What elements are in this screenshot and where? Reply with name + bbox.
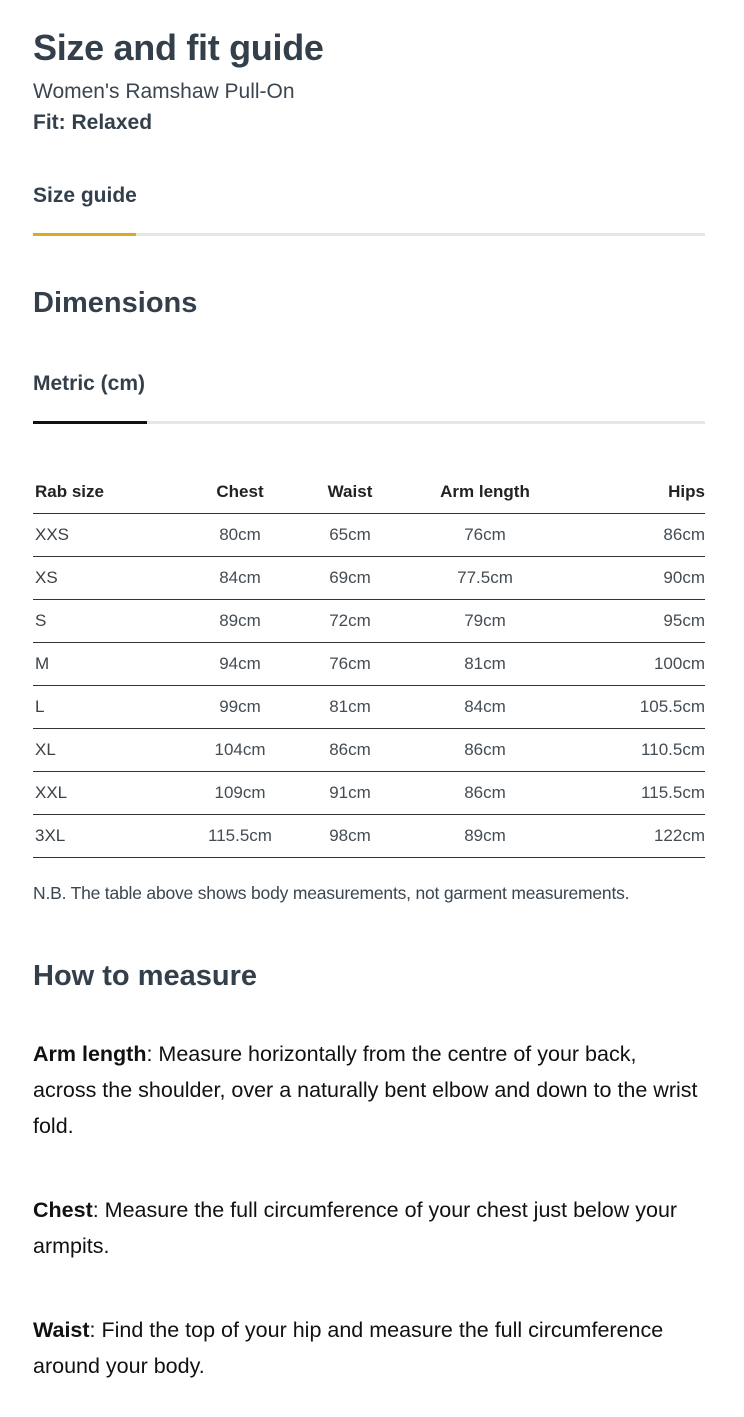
cell-arm-length: 89cm (405, 815, 565, 858)
cell-hips: 105.5cm (565, 686, 705, 729)
tab-active-indicator (33, 421, 147, 424)
cell-chest: 94cm (185, 643, 295, 686)
table-row (33, 643, 705, 686)
cell-waist: 81cm (295, 686, 405, 729)
cell-size: XS (33, 557, 185, 600)
cell-waist: 76cm (295, 643, 405, 686)
column-header-waist: Waist (295, 471, 405, 514)
cell-chest: 80cm (185, 514, 295, 557)
cell-size: M (33, 643, 185, 686)
cell-arm-length: 81cm (405, 643, 565, 686)
tab-size-guide[interactable]: Size guide (33, 184, 137, 207)
cell-waist: 86cm (295, 729, 405, 772)
cell-hips: 95cm (565, 600, 705, 643)
table-row (33, 686, 705, 729)
cell-waist: 65cm (295, 514, 405, 557)
cell-waist: 98cm (295, 815, 405, 858)
cell-hips: 90cm (565, 557, 705, 600)
column-header-arm-length: Arm length (405, 471, 565, 514)
cell-hips: 115.5cm (565, 772, 705, 815)
cell-arm-length: 79cm (405, 600, 565, 643)
cell-hips: 110.5cm (565, 729, 705, 772)
measure-text: : Measure the full circumference of your chest just below your armpits. (33, 1198, 678, 1258)
cell-chest: 115.5cm (185, 815, 295, 858)
cell-arm-length: 76cm (405, 514, 565, 557)
cell-chest: 109cm (185, 772, 295, 815)
measure-term: Waist (33, 1318, 90, 1342)
column-header-hips: Hips (565, 471, 705, 514)
guide-tabs (33, 180, 705, 240)
cell-size: XXS (33, 514, 185, 557)
measure-term: Chest (33, 1198, 93, 1222)
table-row (33, 600, 705, 643)
measure-text: : Find the top of your hip and measure the full circumference around your body. (33, 1318, 664, 1378)
cell-arm-length: 86cm (405, 729, 565, 772)
table-row (33, 772, 705, 815)
tab-metric[interactable]: Metric (cm) (33, 372, 146, 395)
column-header-chest: Chest (185, 471, 295, 514)
cell-hips: 122cm (565, 815, 705, 858)
cell-waist: 72cm (295, 600, 405, 643)
table-row (33, 557, 705, 600)
cell-chest: 89cm (185, 600, 295, 643)
column-header-size: Rab size (33, 471, 185, 514)
measure-term: Arm length (33, 1042, 147, 1066)
cell-waist: 91cm (295, 772, 405, 815)
unit-tabs (33, 369, 705, 429)
table-row (33, 815, 705, 858)
cell-hips: 100cm (565, 643, 705, 686)
cell-chest: 99cm (185, 686, 295, 729)
page-title: Size and fit guide (33, 27, 324, 68)
table-note: N.B. The table above shows body measurements, not garment measurements. (33, 883, 630, 903)
how-to-measure-heading: How to measure (33, 960, 257, 992)
measure-instruction-arm-length (33, 1036, 705, 1144)
dimensions-heading: Dimensions (33, 287, 198, 319)
measure-text: : Measure horizontally from the centre of your back, across the shoulder, over a naturally bent elbow and down to the wrist fold. (33, 1042, 698, 1138)
cell-chest: 84cm (185, 557, 295, 600)
product-name: Women's Ramshaw Pull-On (33, 80, 295, 103)
size-table (33, 471, 705, 858)
cell-hips: 86cm (565, 514, 705, 557)
cell-size: L (33, 686, 185, 729)
fit-label: Fit: Relaxed (33, 111, 153, 134)
cell-size: XL (33, 729, 185, 772)
measure-instruction-chest (33, 1192, 705, 1264)
cell-arm-length: 84cm (405, 686, 565, 729)
cell-size: S (33, 600, 185, 643)
cell-size: 3XL (33, 815, 185, 858)
table-header-row (33, 471, 705, 514)
tab-active-indicator (33, 233, 136, 236)
measure-instruction-waist (33, 1312, 705, 1384)
cell-waist: 69cm (295, 557, 405, 600)
table-row (33, 729, 705, 772)
table-row (33, 514, 705, 557)
cell-chest: 104cm (185, 729, 295, 772)
cell-arm-length: 86cm (405, 772, 565, 815)
cell-arm-length: 77.5cm (405, 557, 565, 600)
cell-size: XXL (33, 772, 185, 815)
